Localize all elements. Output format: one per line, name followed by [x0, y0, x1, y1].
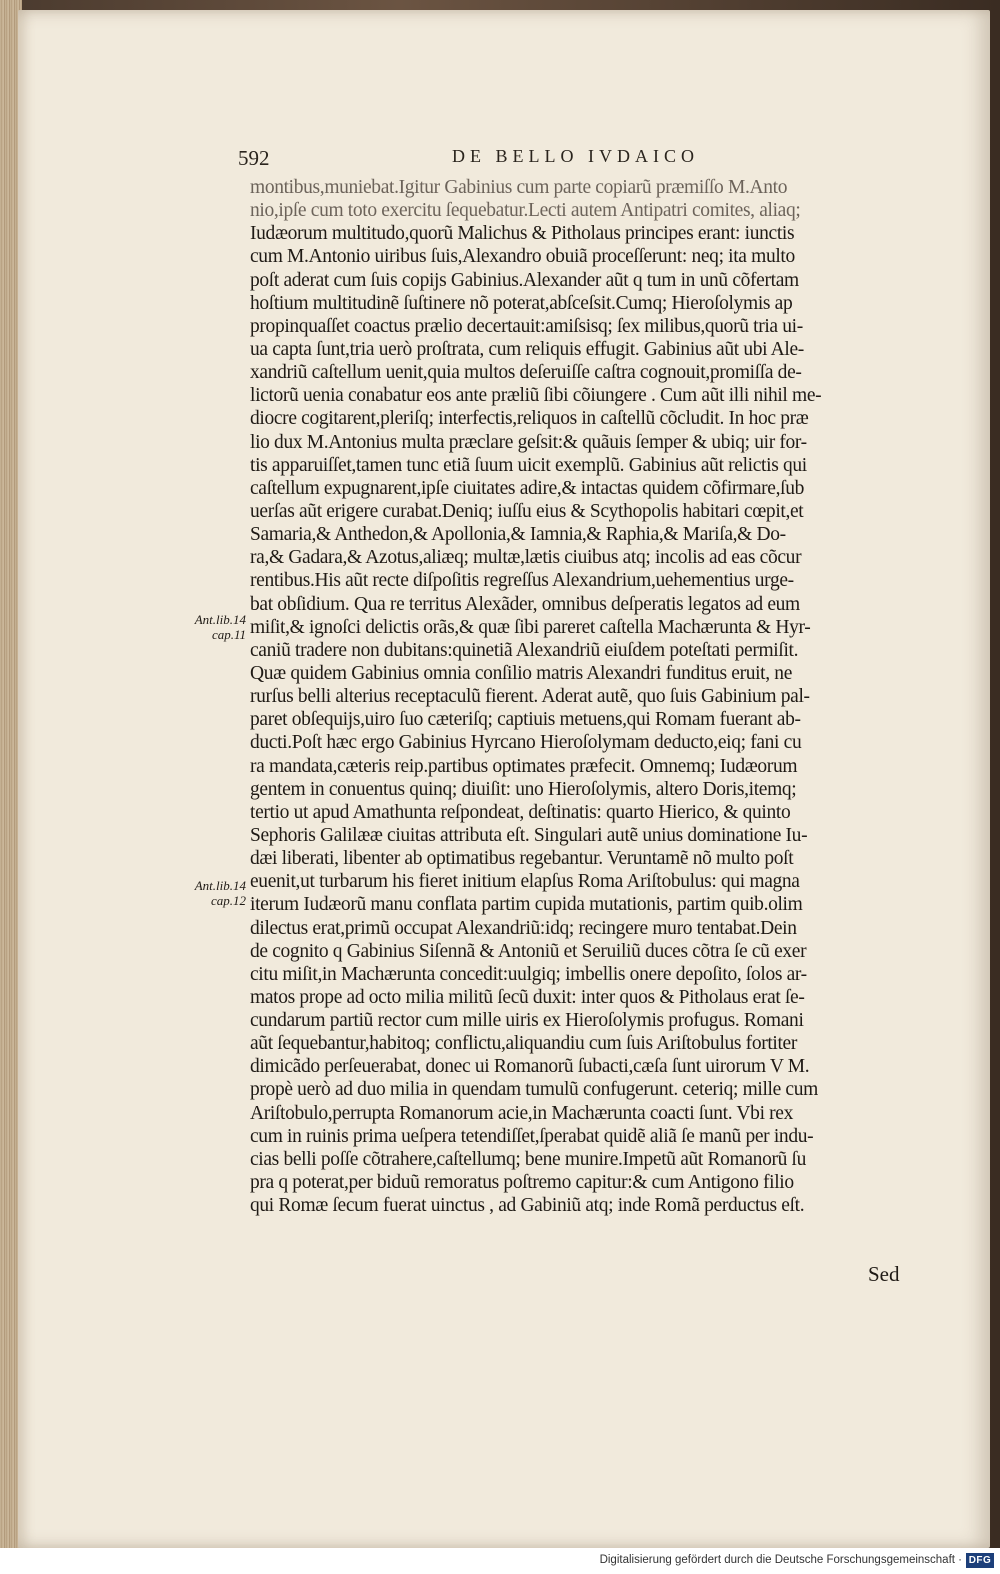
text-line: ra mandata,cæteris reip.partibus optimates præfecit. Omnemq; Iudæorum	[250, 755, 798, 777]
text-line: xandriũ caſtellum uenit,quia multos deſeruiſſe caſtra cognouit,promiſſa de-	[250, 362, 802, 384]
text-line: iterum Iudæorũ manu conflata partim cupida mutationis, partim quib.olim	[250, 894, 803, 916]
text-line: tertio ut apud Amathunta reſpondeat, deſtinatis: quarto Hierico, & quinto	[250, 801, 791, 823]
page-number: 592	[238, 146, 270, 170]
text-line: gentem in conuentus quinq; diuiſit: uno Hieroſolymis, altero Doris,itemq;	[250, 778, 797, 800]
text-line: de cognito q Gabinius Siſennã & Antoniũ et Seruiliũ duces cõtra ſe cũ exer	[250, 940, 807, 962]
text-line: miſit,& ignoſci delictis orãs,& quæ ſibi pareret caſtella Machærunta & Hyr-	[250, 616, 811, 638]
text-line: bat obſidium. Qua re territus Alexãder, omnibus deſperatis legatos ad eum	[250, 593, 800, 615]
text-line: nio,ipſe cum toto exercitu ſequebatur.Lecti autem Antipatri comites, aliaq;	[250, 200, 801, 222]
text-line: Quæ quidem Gabinius omnia conſilio matris Alexandri funditus eruit, ne	[250, 662, 793, 684]
text-line: qui Romæ ſecum fuerat uinctus , ad Gabiniũ atq; inde Romã perductus eſt.	[250, 1195, 805, 1217]
text-line: lio dux M.Antonius multa præclare geſsit:& quãuis ſemper & ubiq; uir for-	[250, 431, 807, 453]
catchword: Sed	[868, 1262, 900, 1286]
text-line: propinquaſſet coactus prælio decertauit:amiſsisq; ſex milibus,quorũ tria ui-	[250, 315, 803, 337]
text-line: Ariſtobulo,perrupta Romanorum acie,in Machærunta coacti ſunt. Vbi rex	[250, 1102, 794, 1124]
text-line: tis apparuiſſet,tamen tunc etiã ſuum uicit exemplũ. Gabinius aũt relictis qui	[250, 454, 807, 476]
marginal-note	[176, 612, 246, 642]
text-line: Sephoris Galilææ ciuitas attributa eſt. Singulari autẽ unius dominatione Iu-	[250, 824, 808, 846]
text-line: dimicãdo perſeuerabat, donec ui Romanorũ ſubacti,cæſa ſunt uirorum V M.	[250, 1056, 810, 1078]
text-line: lictorũ uenia conabatur eos ante præliũ ſibi cõiungere . Cum aũt illi nihil me-	[250, 385, 822, 407]
marginal-note-book: Ant.lib.14	[194, 612, 246, 627]
text-line: cundarum partiũ rector cum mille uiris ex Hieroſolymis profugus. Romani	[250, 1010, 804, 1032]
text-line: cias belli poſſe cõtrahere,caſtellumq; bene munire.Impetũ aũt Romanorũ ſu	[250, 1148, 807, 1170]
text-line: rurſus belli alterius receptaculũ fierent. Aderat autẽ, quo ſuis Gabinium pal-	[250, 686, 810, 708]
text-line: diocre cogitarent,pleriſq; interfectis,reliquos in caſtellũ cõcludit. In hoc præ	[250, 408, 809, 430]
funding-credit: Digitalisierung gefördert durch die Deutsche Forschungsgemeinschaft ·	[599, 1554, 962, 1566]
marginal-note-chapter: cap.11	[211, 627, 246, 642]
running-title: DE BELLO IVDAICO	[452, 146, 699, 166]
body-text	[250, 176, 910, 1217]
text-line: poſt aderat cum ſuis copijs Gabinius.Alexander aũt q tum in unũ cõfertam	[250, 269, 799, 291]
footer-bar	[0, 1548, 1000, 1574]
text-line: ua capta ſunt,tria uerò proſtrata, cum reliquis effugit. Gabinius aũt ubi Ale-	[250, 338, 804, 360]
text-line: ra,& Gadara,& Azotus,aliæq; multæ,lætis ciuibus atq; incolis ad eas cõcur	[250, 547, 802, 569]
text-line: propè uerò ad duo milia in quendam tumulũ confugerunt. ceteriq; mille cum	[250, 1079, 818, 1101]
text-line: hoſtium multitudinẽ ſuſtinere nõ poterat,abſceſsit.Cumq; Hieroſolymis ap	[250, 292, 793, 314]
marginal-note-book: Ant.lib.14	[194, 878, 246, 893]
running-head	[238, 146, 708, 174]
text-line: dilectus erat,primũ occupat Alexandriũ:idq; recingere muro tentabat.Dein	[250, 917, 797, 939]
text-line: matos prope ad octo milia militũ ſecũ duxit: inter quos & Pitholaus erat ſe-	[250, 986, 805, 1008]
text-line: caſtellum expugnarent,ipſe ciuitates adire,& intactas quidem cõfirmare,ſub	[250, 477, 805, 499]
text-line: aũt ſequebantur,habitoq; conflictu,aliquandiu cum ſuis Ariſtobulus fortiter	[250, 1033, 798, 1055]
dfg-logo-icon: DFG	[966, 1553, 994, 1568]
text-line: citu miſit,in Machærunta concedit:uulgiq; imbellis onere depoſito, ſolos ar-	[250, 963, 807, 985]
marginal-note	[176, 878, 246, 908]
text-line: uerſas aũt erigere curabat.Deniq; iuſſu eius & Scythopolis habitari cœpit,et	[250, 500, 804, 522]
text-line: dæi liberati, libenter ab optimatibus regebantur. Veruntamẽ nõ multo poſt	[250, 848, 794, 870]
text-line: Iudæorum multitudo,quorũ Malichus & Pitholaus principes erant: iunctis	[250, 223, 795, 245]
text-line: montibus,muniebat.Igitur Gabinius cum parte copiarũ præmiſſo M.Anto	[250, 177, 788, 198]
text-line: paret obſequijs,uiro ſuo cæteriſq; captiuis metuens,qui Romam fuerant ab-	[250, 709, 801, 731]
text-line: pra q poterat,per biduũ remoratus poſtremo capitur:& cum Antigono filio	[250, 1172, 794, 1194]
text-line: Samaria,& Anthedon,& Apollonia,& Iamnia,& Raphia,& Mariſa,& Do-	[250, 524, 786, 546]
text-line: euenit,ut turbarum his fieret initium elapſus Roma Ariſtobulus: qui magna	[250, 871, 800, 893]
text-line: caniũ tradere non dubitans:quinetiã Alexandriũ eiuſdem poteſtati permiſit.	[250, 639, 799, 661]
marginal-note-chapter: cap.12	[210, 893, 246, 908]
text-line: ducti.Poſt hæc ergo Gabinius Hyrcano Hieroſolymam deducto,eiq; fani cu	[250, 732, 802, 754]
text-line: cum M.Antonio uiribus ſuis,Alexandro obuiã proceſſerunt: neq; ita multo	[250, 246, 795, 268]
text-line: rentibus.His aũt recte diſpoſitis regreſſus Alexandrium,uehementius urge-	[250, 570, 794, 592]
text-line: cum in ruinis prima ueſpera tetendiſſet,ſperabat quidẽ aliã ſe manũ per indu-	[250, 1125, 814, 1147]
